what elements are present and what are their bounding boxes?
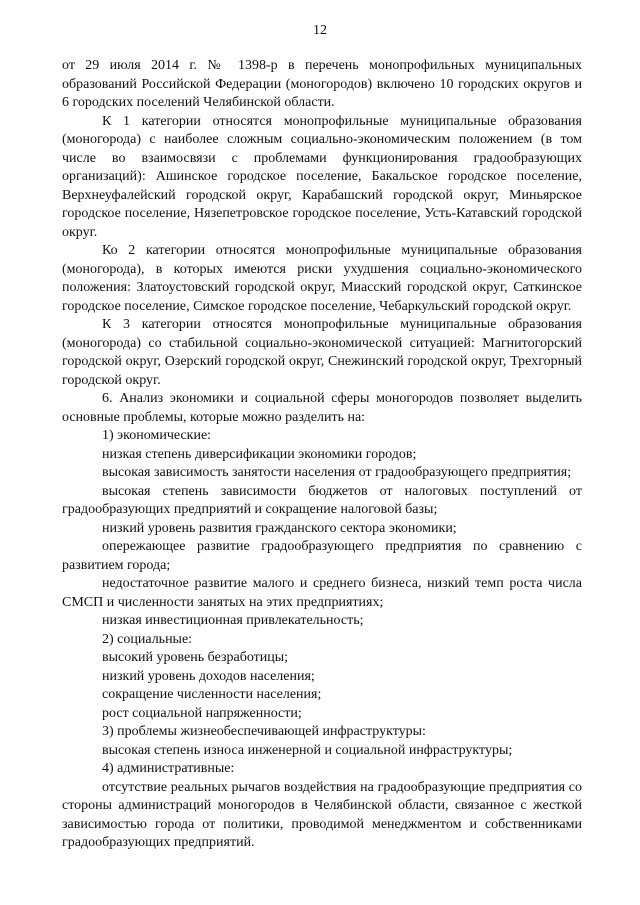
list-item: опережающее развитие градообразующего предприятия по сравнению с развитием города; [62,539,582,573]
list-item: рост социальной напряженности; [102,705,302,721]
list-item: недостаточное развитие малого и среднего бизнеса, низкий темп роста числа СМСП и численности занятых на этих предприятиях; [62,576,582,610]
paragraph: от 29 июля 2014 г. № 1398-р в перечень монопрофильных муниципальных образований Российской Федерации (моногородов) включено 10 городских округов и 6 городских поселений Челябинской области. [62,58,582,110]
list-item: высокая степень износа инженерной и социальной инфраструктуры; [102,742,513,758]
list-item: низкий уровень развития гражданского сектора экономики; [102,520,457,536]
list-heading: 3) проблемы жизнеобеспечивающей инфраструктуры: [102,724,426,739]
list-heading: 1) экономические: [102,428,212,443]
list-heading: 4) административные: [102,761,235,776]
list-item: отсутствие реальных рычагов воздействия на градообразующие предприятия со стороны администраций моногородов в Челябинской области, связанное с жесткой зависимостью города от политики, проводимой менеджментом и собственниками градообразующих предприятий. [62,779,582,850]
list-item: высокий уровень безработицы; [102,650,289,665]
list-item: высокая зависимость занятости населения от градообразующего предприятия; [102,465,572,480]
paragraph: К 1 категории относятся монопрофильные муниципальные образования (моногорода) с наиболее сложным социально-экономическим положением (в том числе во взаимосвязи с проблемами функционирования градообразующих организаций): Ашинское городское поселение, Бакальское городское поселение, Верхнеуфалейский городской округ, Карабашский городской округ, Миньярское городское поселение, Нязепетровское городское поселение, Усть-Катавский городской округ. [62,113,582,240]
list-item: сокращение численности населения; [102,687,322,702]
list-item: низкая инвестиционная привлекательность; [102,613,364,628]
list-heading: 2) социальные: [102,631,193,647]
document-body [62,57,582,853]
list-item: низкий уровень доходов населения; [102,668,315,684]
paragraph: 6. Анализ экономики и социальной сферы моногородов позволяет выделить основные проблемы, которые можно разделить на: [62,391,582,425]
list-item: низкая степень диверсификации экономики городов; [102,446,417,462]
list-item: высокая степень зависимости бюджетов от налоговых поступлений от градообразующих предприятий и сокращение налоговой базы; [62,483,582,517]
paragraph: Ко 2 категории относятся монопрофильные муниципальные образования (моногорода), в которых имеются риски ухудшения социально-экономического положения: Златоустовский городской округ, Миасский городской округ, Саткинское городское поселение, Симское городское поселение, Чебаркульский городской округ. [62,243,582,314]
page-number: 12 [313,23,327,38]
paragraph: К 3 категории относятся монопрофильные муниципальные образования (моногорода) со стабильной социально-экономической ситуацией: Магнитогорский городской округ, Озерский городской округ, Снежинский городской округ, Трехгорный городской округ. [62,317,582,388]
